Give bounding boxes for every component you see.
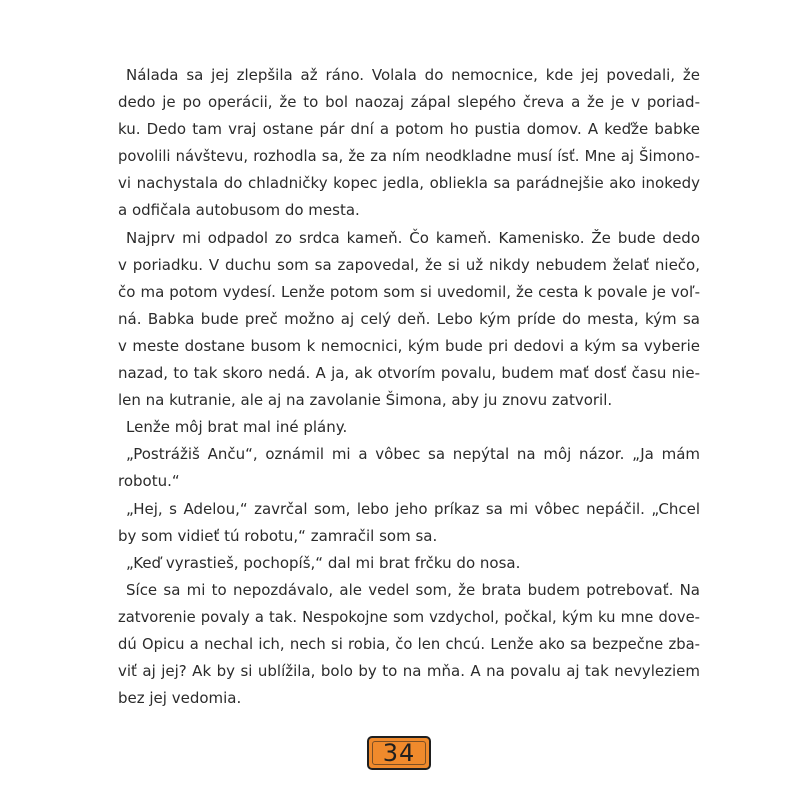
text-line: len na kutranie, ale aj na zavolanie Šimona, aby ju znovu zatvoril. bbox=[118, 391, 613, 410]
text-line: Síce sa mi to nepozdávalo, ale vedel som, že brata budem potrebovať. Na bbox=[126, 580, 700, 599]
text-line: „Postrážiš Anču“, oznámil mi a vôbec sa nepýtal na môj názor. „Ja mám bbox=[126, 445, 700, 464]
text-line: zatvorenie povaly a tak. Nespokojne som vzdychol, počkal, kým ku mne dove- bbox=[118, 608, 700, 626]
text-line: ku. Dedo tam vraj ostane pár dní a potom ho pustia domov. A keďže babke bbox=[118, 120, 700, 139]
text-line: robotu.“ bbox=[118, 472, 180, 491]
text-line: v poriadku. V duchu som sa zapovedal, že si už nikdy nebudem želať niečo, bbox=[118, 255, 700, 274]
text-line: dú Opicu a nechal ich, nech si robia, čo len chcú. Lenže ako sa bezpečne zba- bbox=[118, 635, 700, 653]
page-number-badge bbox=[367, 736, 431, 770]
text-line: „Hej, s Adelou,“ zavrčal som, lebo jeho príkaz sa mi vôbec nepáčil. „Chcel bbox=[126, 499, 700, 518]
body-text bbox=[118, 62, 700, 712]
text-line: vi nachystala do chladničky kopec jedla, obliekla sa parádnejšie ako inokedy bbox=[118, 174, 700, 193]
text-line: bez jej vedomia. bbox=[118, 689, 242, 708]
text-line: ná. Babka bude preč možno aj celý deň. Lebo kým príde do mesta, kým sa bbox=[118, 309, 700, 328]
page-number: 34 bbox=[382, 739, 416, 767]
text-line: dedo je po operácii, že to bol naozaj zápal slepého čreva a že je v poriad- bbox=[118, 93, 700, 112]
text-line: Lenže môj brat mal iné plány. bbox=[126, 418, 348, 437]
text-line: v meste dostane busom k nemocnici, kým bude pri dedovi a kým sa vyberie bbox=[118, 336, 700, 355]
text-line: Najprv mi odpadol zo srdca kameň. Čo kameň. Kamenisko. Že bude dedo bbox=[126, 228, 700, 247]
text-line: Nálada sa jej zlepšila až ráno. Volala do nemocnice, kde jej povedali, že bbox=[126, 66, 700, 84]
text-line: viť aj jej? Ak by si ublížila, bolo by to na mňa. A na povalu aj tak nevyleziem bbox=[118, 662, 700, 681]
text-line: by som vidieť tú robotu,“ zamračil som sa. bbox=[118, 526, 438, 545]
text-line: „Keď vyrastieš, pochopíš,“ dal mi brat frčku do nosa. bbox=[126, 553, 521, 572]
text-line: nazad, to tak skoro nedá. A ja, ak otvorím povalu, budem mať dosť času nie- bbox=[118, 364, 700, 383]
text-line: a odfičala autobusom do mesta. bbox=[118, 201, 360, 220]
text-line: povolili návštevu, rozhodla sa, že za ním neodkladne musí ísť. Mne aj Šimono- bbox=[118, 148, 700, 166]
text-line: čo ma potom vydesí. Lenže potom som si uvedomil, že cesta k povale je voľ- bbox=[118, 282, 700, 301]
